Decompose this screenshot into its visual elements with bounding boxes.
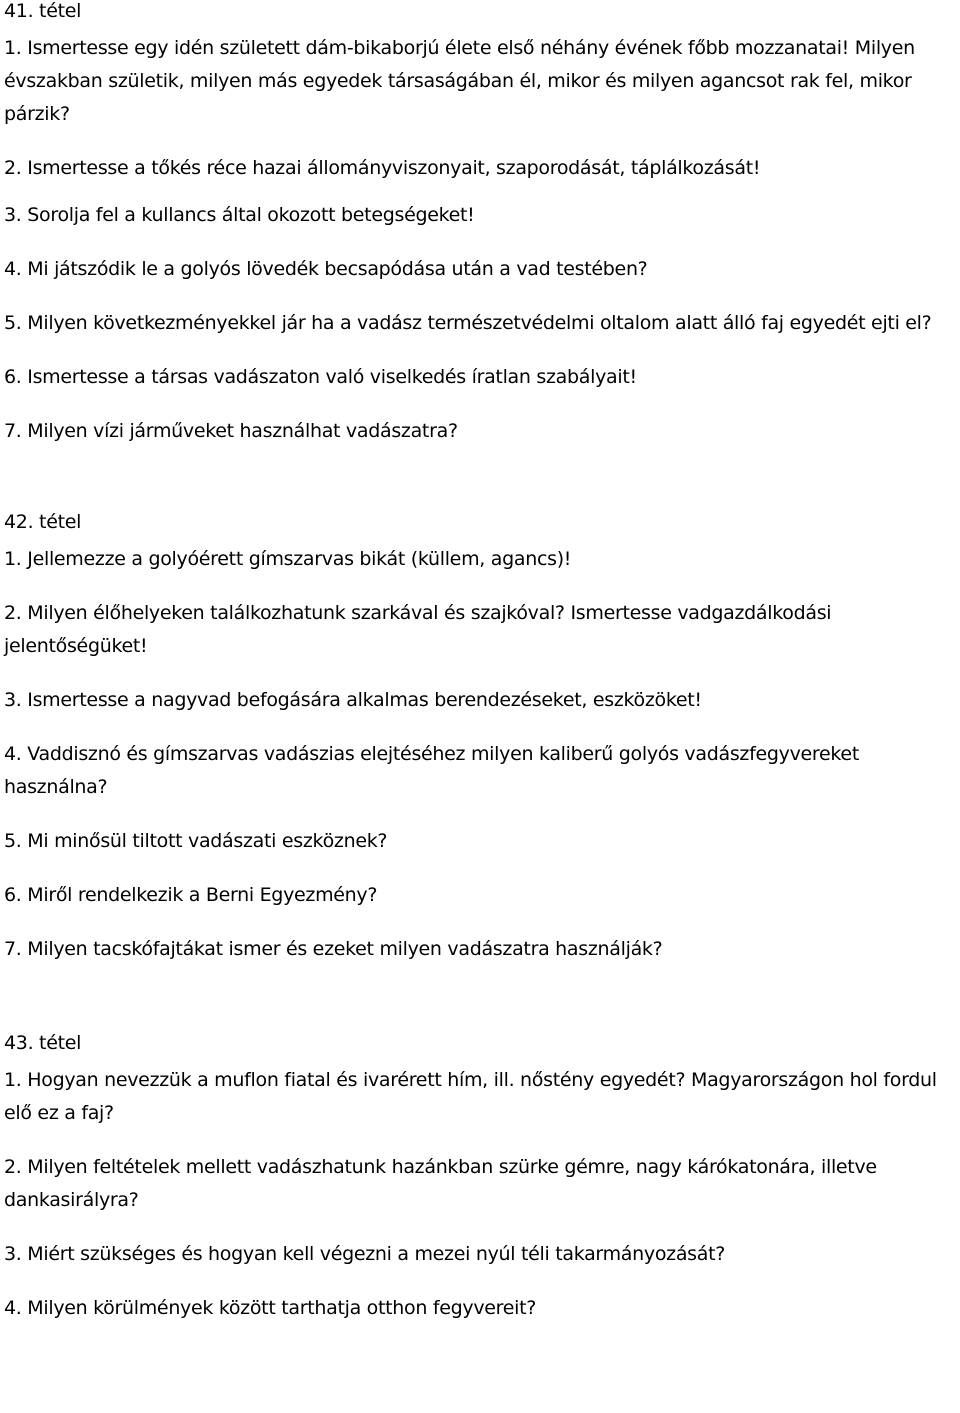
exam-section-43 xyxy=(4,1027,958,1325)
question-item: 1. Ismertesse egy idén született dám-bikaborjú élete első néhány évének főbb mozzanatai! Milyen évszakban születik, milyen más egyedek társaságában él, mikor és milyen agancsot rak fel, mikor párzik? xyxy=(4,37,915,125)
section-title: 43. tétel xyxy=(4,1032,82,1054)
document-page xyxy=(4,0,958,1325)
question-item: 5. Milyen következményekkel jár ha a vadász természetvédelmi oltalom alatt álló faj egyedét ejti el? xyxy=(4,312,932,334)
question-item: 2. Milyen élőhelyeken találkozhatunk szarkával és szajkóval? Ismertesse vadgazdálkodási jelentőségüket! xyxy=(4,602,832,657)
question-item: 4. Milyen körülmények között tarthatja otthon fegyvereit? xyxy=(4,1297,537,1319)
exam-section-42 xyxy=(4,506,958,966)
exam-section-41 xyxy=(4,0,958,448)
question-item: 1. Hogyan nevezzük a muflon fiatal és ivarérett hím, ill. nőstény egyedét? Magyarországon hol fordul elő ez a faj? xyxy=(4,1069,937,1124)
question-item: 7. Milyen tacskófajtákat ismer és ezeket milyen vadászatra használják? xyxy=(4,938,663,960)
question-item: 2. Ismertesse a tőkés réce hazai állományviszonyait, szaporodását, táplálkozását! xyxy=(4,157,761,179)
question-item: 5. Mi minősül tiltott vadászati eszköznek? xyxy=(4,830,388,852)
question-item: 1. Jellemezze a golyóérett gímszarvas bikát (küllem, agancs)! xyxy=(4,548,572,570)
question-item: 4. Vaddisznó és gímszarvas vadászias elejtéséhez milyen kaliberű golyós vadászfegyvereket használna? xyxy=(4,743,859,798)
section-title: 42. tétel xyxy=(4,511,82,533)
question-item: 6. Ismertesse a társas vadászaton való viselkedés íratlan szabályait! xyxy=(4,366,637,388)
question-item: 3. Ismertesse a nagyvad befogására alkalmas berendezéseket, eszközöket! xyxy=(4,689,702,711)
question-item: 3. Miért szükséges és hogyan kell végezni a mezei nyúl téli takarmányozását? xyxy=(4,1243,726,1265)
question-item: 6. Miről rendelkezik a Berni Egyezmény? xyxy=(4,884,378,906)
question-item: 4. Mi játszódik le a golyós lövedék becsapódása után a vad testében? xyxy=(4,258,648,280)
question-item: 2. Milyen feltételek mellett vadászhatunk hazánkban szürke gémre, nagy kárókatonára, illetve dankasirályra? xyxy=(4,1156,877,1211)
section-title: 41. tétel xyxy=(4,0,82,22)
question-item: 7. Milyen vízi járműveket használhat vadászatra? xyxy=(4,420,458,442)
question-item: 3. Sorolja fel a kullancs által okozott betegségeket! xyxy=(4,204,475,226)
